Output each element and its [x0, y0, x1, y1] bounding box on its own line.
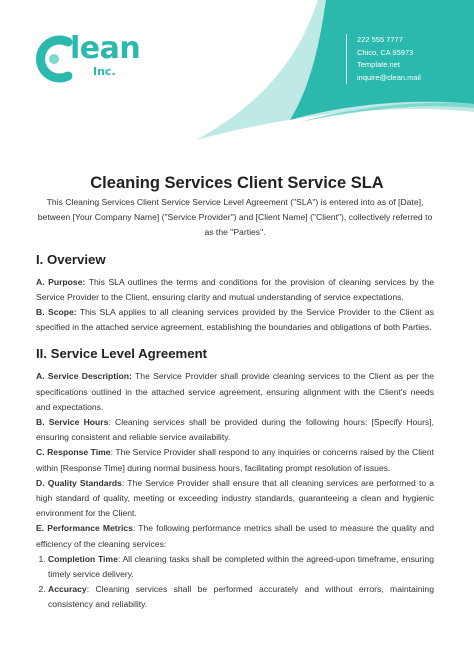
description-label: A. Service Description: — [36, 371, 132, 382]
list-item — [48, 552, 434, 582]
section-title-sla: II. Service Level Agreement — [36, 346, 208, 362]
metrics-list — [36, 552, 434, 613]
contact-city: Chico, CA 95973 — [357, 47, 414, 57]
metrics-text: : The following performance metrics shall be used to measure the quality and efficiency of the cleaning services: — [36, 523, 434, 549]
section-title-overview: I. Overview — [36, 251, 106, 267]
metrics-paragraph — [36, 521, 434, 551]
metric-text: : Cleaning services shall be performed accurately and without errors, maintaining consistency and reliability. — [48, 584, 434, 610]
description-paragraph — [36, 369, 434, 415]
list-item — [48, 582, 434, 612]
scope-paragraph — [36, 305, 434, 335]
response-label: C. Response Time — [36, 447, 111, 458]
quality-text: : The Service Provider shall ensure that all cleaning services are performed to a high standard of quality, meeting or exceeding industry standards, guaranteeing a clean and hygienic environment for the Client. — [36, 477, 434, 519]
metric-label: Accuracy — [48, 584, 87, 595]
hours-label: B. Service Hours — [36, 417, 109, 428]
logo-subtext: Inc. — [93, 65, 116, 78]
scope-text: This SLA applies to all cleaning services provided by the Service Provider to the Client as specified in the attached service agreement, establishing the boundaries and obligations of both Parties. — [36, 307, 434, 333]
scope-label: B. Scope: — [36, 307, 77, 318]
contact-phone: 222 555 7777 — [357, 35, 403, 44]
metric-label: Completion Time — [48, 553, 118, 564]
metric-text: : All cleaning tasks shall be completed within the agreed-upon timeframe, ensuring timely service delivery. — [48, 553, 434, 580]
description-text: The Service Provider shall provide cleaning services to the Client as per the specifications outlined in the attached service agreement, ensuring alignment with the Client's needs and expectations. — [36, 371, 434, 412]
document-body — [36, 195, 434, 613]
document-title: Cleaning Services Client Service SLA — [90, 174, 384, 192]
intro-paragraph: This Cleaning Services Client Service Service Level Agreement ("SLA") is entered into as of [Date], between [Your Company Name] ("Service Provider") and [Client Name] ("Client"), collectively referred to as the "Parties". — [37, 197, 433, 238]
contact-email[interactable]: inquire@clean.mail — [357, 72, 421, 82]
quality-paragraph — [36, 476, 434, 522]
metrics-label: E. Performance Metrics — [36, 523, 133, 534]
hours-paragraph — [36, 415, 434, 445]
quality-label: D. Quality Standards — [36, 477, 122, 488]
response-paragraph — [36, 445, 434, 475]
contact-website[interactable]: Template.net — [357, 60, 400, 69]
purpose-paragraph — [36, 275, 434, 305]
logo-text: lean — [70, 31, 141, 66]
hours-text: : Cleaning services shall be provided during the following hours: [Specify Hours], ensuring consistent and reliable service availability. — [36, 417, 435, 443]
purpose-text: This SLA outlines the terms and conditions for the provision of cleaning services by the Service Provider to the Client, ensuring clarity and mutual understanding of service expectations. — [36, 276, 434, 302]
contact-block — [346, 34, 421, 84]
purpose-label: A. Purpose: — [36, 276, 86, 287]
response-text: : The Service Provider shall respond to any inquiries or concerns raised by the Client within [Response Time] during normal business hours, facilitating prompt resolution of issues. — [36, 447, 434, 473]
